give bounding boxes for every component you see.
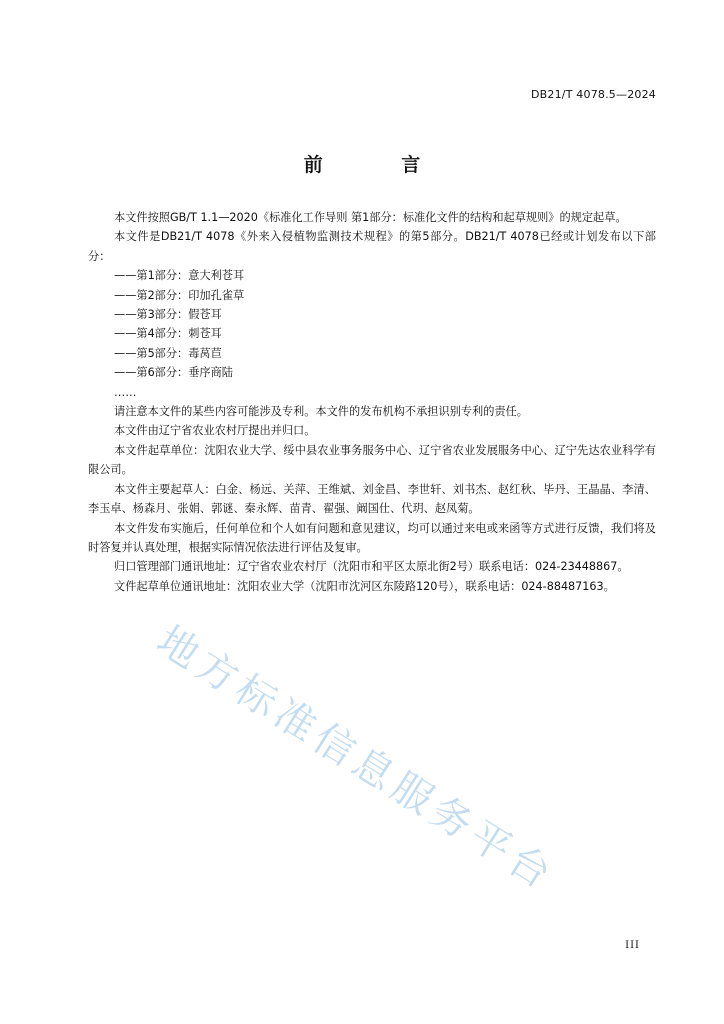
paragraph-drafting-units: 本文件起草单位：沈阳农业大学、绥中县农业事务服务中心、辽宁省农业发展服务中心、辽宁先达农业科学有限公司。 <box>88 443 656 477</box>
document-code: DB21/T 4078.5—2024 <box>530 88 656 101</box>
paragraph-patent-notice: 请注意本文件的某些内容可能涉及专利。本文件的发布机构不承担识别专利的责任。 <box>114 405 528 419</box>
paragraph-feedback: 本文件发布实施后，任何单位和个人如有问题和意见建议，均可以通过来电或来函等方式进行反馈，我们将及时答复并认真处理，根据实际情况依法进行评估及复审。 <box>88 521 656 554</box>
document-body <box>88 208 656 596</box>
page-number: III <box>625 940 640 951</box>
part-list-item: ——第6部分：垂序商陆 <box>114 366 233 380</box>
watermark: 地方标准信息服务平台 <box>148 617 564 901</box>
paragraph-proposer: 本文件由辽宁省农业农村厅提出并归口。 <box>114 424 316 438</box>
paragraph-drafters: 本文件主要起草人：白金、杨远、关萍、王维斌、刘金昌、李世轩、刘书杰、赵红秋、毕丹、王晶晶、李清、李玉卓、杨森月、张娟、郭谜、秦永辉、苗青、翟强、阚国仕、代玥、赵凤菊。 <box>88 482 656 516</box>
paragraph-drafting-rules: 本文件按照GB/T 1.1—2020《标准化工作导则 第1部分：标准化文件的结构和起草规则》的规定起草。 <box>114 211 627 224</box>
paragraph-drafter-contact: 文件起草单位通讯地址：沈阳农业大学（沈阳市沈河区东陵路120号），联系电话：024-88487163。 <box>114 579 615 593</box>
part-list-item: ——第3部分：假苍耳 <box>114 308 222 322</box>
part-list-item: ——第4部分：刺苍耳 <box>114 327 222 341</box>
paragraph-series-intro: 本文件是DB21/T 4078《外来入侵植物监测技术规程》的第5部分。DB21/T 4078已经或计划发布以下部分： <box>88 230 656 263</box>
page-title: 前 言 <box>303 154 457 176</box>
part-list-item: ——第1部分：意大利苍耳 <box>114 269 245 283</box>
paragraph-admin-contact: 归口管理部门通讯地址：辽宁省农业农村厅（沈阳市和平区太原北街2号）联系电话：024-23448867。 <box>114 560 629 574</box>
part-list-ellipsis: …… <box>114 385 137 399</box>
part-list-item: ——第5部分：毒莴苣 <box>114 346 222 360</box>
part-list-item: ——第2部分：印加孔雀草 <box>114 288 245 302</box>
